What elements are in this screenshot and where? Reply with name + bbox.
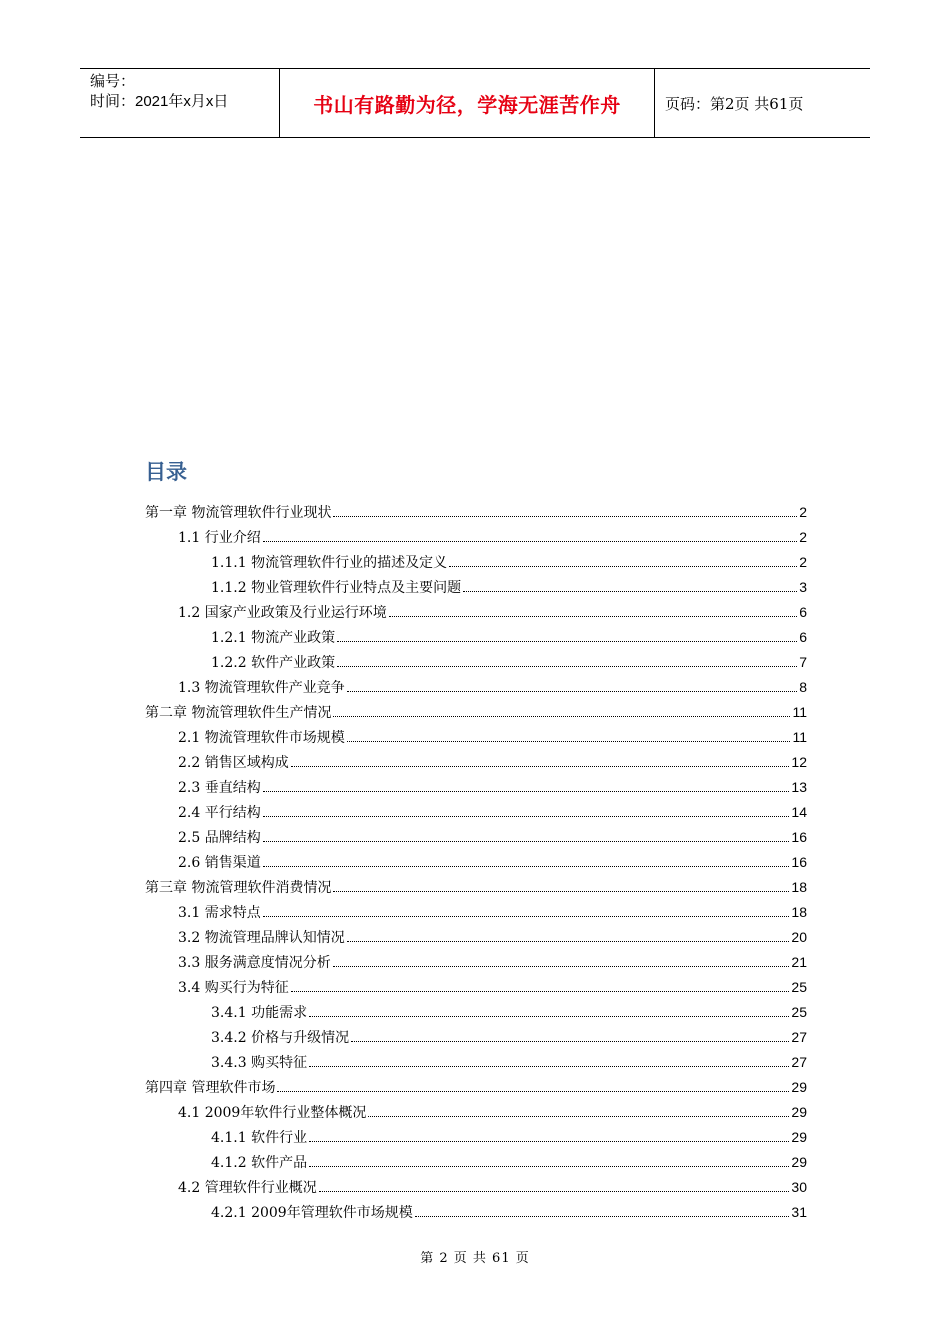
toc-entry-page: 12 bbox=[791, 754, 807, 770]
toc-entry-page: 3 bbox=[799, 579, 807, 595]
toc-entry[interactable] bbox=[145, 1125, 807, 1150]
toc-entry-page: 29 bbox=[791, 1129, 807, 1145]
toc-entry[interactable] bbox=[145, 525, 807, 550]
toc-leader-dots bbox=[263, 815, 790, 817]
toc-entry-page: 2 bbox=[799, 554, 807, 570]
toc-leader-dots bbox=[277, 1090, 789, 1092]
toc-entry-label: 3.4.1 功能需求 bbox=[211, 1005, 308, 1021]
toc-entry-label: 4.2 管理软件行业概况 bbox=[178, 1180, 317, 1196]
page-footer: 第 2 页 共 61 页 bbox=[420, 1251, 530, 1266]
toc-entry-label: 2.4 平行结构 bbox=[178, 805, 261, 821]
toc-entry-label: 第三章 物流管理软件消费情况 bbox=[145, 880, 332, 896]
toc-entry-page: 13 bbox=[791, 779, 807, 795]
toc-entry-page: 29 bbox=[791, 1154, 807, 1170]
toc-leader-dots bbox=[333, 515, 797, 517]
toc-entry-label: 1.2.2 软件产业政策 bbox=[211, 655, 336, 671]
header-left-cell bbox=[80, 69, 280, 137]
toc-entry-page: 27 bbox=[791, 1029, 807, 1045]
toc-leader-dots bbox=[291, 990, 790, 992]
toc-entry-label: 2.6 销售渠道 bbox=[178, 855, 261, 871]
toc-leader-dots bbox=[449, 565, 797, 567]
toc-entry[interactable] bbox=[145, 975, 807, 1000]
toc-entry-label: 3.4.3 购买特征 bbox=[211, 1055, 308, 1071]
toc-leader-dots bbox=[309, 1015, 789, 1017]
toc-entry-label: 4.2.1 2009年管理软件市场规模 bbox=[211, 1205, 413, 1221]
toc-entry-page: 21 bbox=[791, 954, 807, 970]
toc-entry-page: 6 bbox=[799, 629, 807, 645]
toc-entry-page: 18 bbox=[791, 904, 807, 920]
toc-entry-page: 11 bbox=[792, 704, 807, 720]
toc-leader-dots bbox=[309, 1065, 789, 1067]
toc-leader-dots bbox=[333, 715, 790, 717]
toc-entry-page: 16 bbox=[791, 829, 807, 845]
toc-leader-dots bbox=[333, 965, 790, 967]
toc-entry-label: 2.1 物流管理软件市场规模 bbox=[178, 730, 345, 746]
toc-entry[interactable] bbox=[145, 1150, 807, 1175]
toc-leader-dots bbox=[291, 765, 790, 767]
toc-entry-label: 4.1.2 软件产品 bbox=[211, 1155, 308, 1171]
toc-entry-page: 25 bbox=[791, 1004, 807, 1020]
toc-leader-dots bbox=[337, 640, 797, 642]
toc-entry[interactable] bbox=[145, 575, 807, 600]
page-info: 页码：第2页 共61页 bbox=[665, 94, 804, 113]
toc-entry-page: 29 bbox=[791, 1104, 807, 1120]
toc-entry-label: 1.2 国家产业政策及行业运行环境 bbox=[178, 605, 387, 621]
toc-entry-page: 11 bbox=[792, 729, 807, 745]
toc-entry[interactable] bbox=[145, 775, 807, 800]
toc-entry-label: 3.4.2 价格与升级情况 bbox=[211, 1030, 350, 1046]
toc-entry-page: 2 bbox=[799, 529, 807, 545]
toc-entry-label: 第四章 管理软件市场 bbox=[145, 1080, 276, 1096]
toc-entry-label: 3.2 物流管理品牌认知情况 bbox=[178, 930, 345, 946]
toc-entry-label: 2.5 品牌结构 bbox=[178, 830, 261, 846]
toc-entry-label: 3.4 购买行为特征 bbox=[178, 980, 289, 996]
toc-entry-page: 20 bbox=[791, 929, 807, 945]
toc-entry[interactable] bbox=[145, 800, 807, 825]
number-label: 编号： bbox=[90, 73, 136, 90]
toc-entry-label: 4.1.1 软件行业 bbox=[211, 1130, 308, 1146]
toc-entry[interactable] bbox=[145, 950, 807, 975]
toc-entry-label: 第一章 物流管理软件行业现状 bbox=[145, 505, 332, 521]
toc-entry[interactable] bbox=[145, 550, 807, 575]
toc-entry-page: 14 bbox=[791, 804, 807, 820]
toc-leader-dots bbox=[263, 790, 790, 792]
toc-entry[interactable] bbox=[145, 700, 807, 725]
toc-entry[interactable] bbox=[145, 1100, 807, 1125]
toc-entry[interactable] bbox=[145, 600, 807, 625]
toc-entry-label: 1.1.1 物流管理软件行业的描述及定义 bbox=[211, 555, 448, 571]
toc-entry[interactable] bbox=[145, 625, 807, 650]
toc-entry[interactable] bbox=[145, 900, 807, 925]
toc-entry[interactable] bbox=[145, 1075, 807, 1100]
toc-entry[interactable] bbox=[145, 725, 807, 750]
toc-entry-label: 第二章 物流管理软件生产情况 bbox=[145, 705, 332, 721]
toc-leader-dots bbox=[263, 840, 790, 842]
toc-entry[interactable] bbox=[145, 850, 807, 875]
toc-entry[interactable] bbox=[145, 825, 807, 850]
toc-entry[interactable] bbox=[145, 675, 807, 700]
toc-entry[interactable] bbox=[145, 750, 807, 775]
toc-entry-page: 6 bbox=[799, 604, 807, 620]
toc-entry[interactable] bbox=[145, 1000, 807, 1025]
toc-leader-dots bbox=[347, 690, 797, 692]
toc-entry-page: 16 bbox=[791, 854, 807, 870]
toc-entry[interactable] bbox=[145, 1050, 807, 1075]
motto: 书山有路勤为径，学海无涯苦作舟 bbox=[280, 69, 655, 137]
toc-leader-dots bbox=[309, 1140, 789, 1142]
toc-entry-page: 31 bbox=[791, 1204, 807, 1220]
toc-entry-label: 2.2 销售区域构成 bbox=[178, 755, 289, 771]
toc-leader-dots bbox=[463, 590, 797, 592]
table-of-contents bbox=[145, 500, 807, 1225]
toc-entry-label: 1.1.2 物业管理软件行业特点及主要问题 bbox=[211, 580, 462, 596]
toc-leader-dots bbox=[263, 915, 790, 917]
toc-entry-label: 4.1 2009年软件行业整体概况 bbox=[178, 1105, 367, 1121]
toc-leader-dots bbox=[347, 740, 791, 742]
toc-leader-dots bbox=[263, 540, 797, 542]
toc-entry-page: 2 bbox=[799, 504, 807, 520]
toc-entry-label: 1.2.1 物流产业政策 bbox=[211, 630, 336, 646]
toc-leader-dots bbox=[337, 665, 797, 667]
toc-entry[interactable] bbox=[145, 925, 807, 950]
time-label: 时间：2021年x月x日 bbox=[90, 93, 229, 110]
toc-entry-label: 3.3 服务满意度情况分析 bbox=[178, 955, 331, 971]
toc-leader-dots bbox=[415, 1215, 790, 1217]
toc-leader-dots bbox=[319, 1190, 790, 1192]
toc-entry-label: 1.3 物流管理软件产业竞争 bbox=[178, 680, 345, 696]
toc-entry[interactable] bbox=[145, 500, 807, 525]
toc-leader-dots bbox=[351, 1040, 789, 1042]
toc-entry-page: 30 bbox=[791, 1179, 807, 1195]
toc-entry[interactable] bbox=[145, 1025, 807, 1050]
toc-entry-page: 7 bbox=[799, 654, 807, 670]
page-header bbox=[80, 68, 870, 138]
toc-leader-dots bbox=[333, 890, 789, 892]
toc-leader-dots bbox=[389, 615, 797, 617]
toc-leader-dots bbox=[309, 1165, 789, 1167]
toc-entry-page: 25 bbox=[791, 979, 807, 995]
toc-entry[interactable] bbox=[145, 875, 807, 900]
toc-entry-label: 2.3 垂直结构 bbox=[178, 780, 261, 796]
toc-entry-page: 27 bbox=[791, 1054, 807, 1070]
toc-entry-label: 1.1 行业介绍 bbox=[178, 530, 261, 546]
toc-entry-page: 18 bbox=[791, 879, 807, 895]
toc-entry[interactable] bbox=[145, 1200, 807, 1225]
toc-entry[interactable] bbox=[145, 1175, 807, 1200]
toc-entry[interactable] bbox=[145, 650, 807, 675]
toc-leader-dots bbox=[347, 940, 790, 942]
toc-leader-dots bbox=[263, 865, 790, 867]
toc-title: 目录 bbox=[145, 460, 187, 484]
toc-leader-dots bbox=[368, 1115, 789, 1117]
toc-entry-page: 8 bbox=[799, 679, 807, 695]
toc-entry-label: 3.1 需求特点 bbox=[178, 905, 261, 921]
toc-entry-page: 29 bbox=[791, 1079, 807, 1095]
